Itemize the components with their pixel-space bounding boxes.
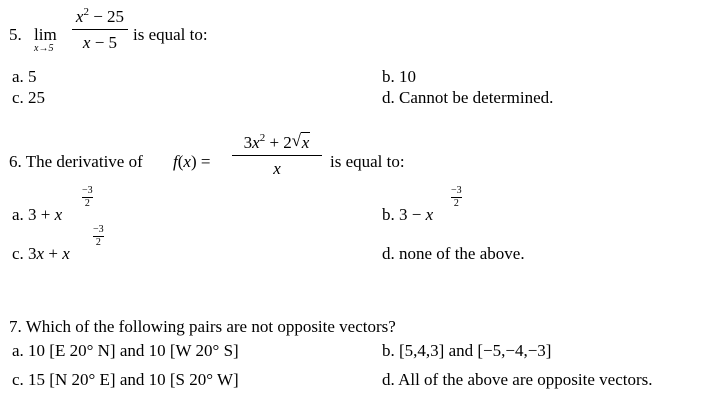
q7-option-d: d. All of the above are opposite vectors.: [382, 370, 653, 389]
q5-option-c: c. 25: [12, 88, 46, 107]
q5-option-d: d. Cannot be determined.: [382, 88, 554, 107]
q5-numerator: $x^2 - 25$: [75, 6, 125, 26]
q6-function: f(x) =: [173, 152, 211, 171]
q6-prefix: 6. The derivative of: [9, 152, 143, 171]
q7-stem: 7. Which of the following pairs are not opposite vectors?: [9, 317, 396, 336]
q7-option-c: c. 15 [N 20° E] and 10 [S 20° W]: [12, 370, 239, 389]
q6-option-a: a. 3 + x: [12, 205, 63, 224]
q5-lim-subscript: x→5: [34, 43, 54, 54]
q6-option-b: b. 3 − x: [382, 205, 434, 224]
q5-denominator: x − 5: [82, 33, 118, 52]
q6-option-c: c. 3x + x: [12, 244, 70, 263]
q5-number: 5.: [9, 25, 22, 44]
q5-tail: is equal to:: [133, 25, 208, 44]
q6-option-c-exponent: −3 2: [93, 224, 104, 248]
q7-option-a: a. 10 [E 20° N] and 10 [W 20° S]: [12, 341, 239, 360]
q6-fraction: [232, 132, 322, 179]
q6-denominator: x: [273, 159, 281, 178]
q7-option-b: b. [5,4,3] and [−5,−4,−3]: [382, 341, 552, 360]
q6-numerator: $3x^2 + 2$ √ x: [243, 131, 310, 152]
q5-lim: lim: [34, 25, 57, 44]
q6-option-b-exponent: −3 2: [451, 185, 462, 209]
q6-option-a-exponent: −3 2: [82, 185, 93, 209]
q5-option-b: b. 10: [382, 67, 416, 86]
q5-fraction: [72, 6, 128, 53]
q6-sqrt: √ x: [291, 131, 310, 152]
q6-option-d: d. none of the above.: [382, 244, 525, 263]
q5-option-a: a. 5: [12, 67, 37, 86]
q6-tail: is equal to:: [330, 152, 405, 171]
